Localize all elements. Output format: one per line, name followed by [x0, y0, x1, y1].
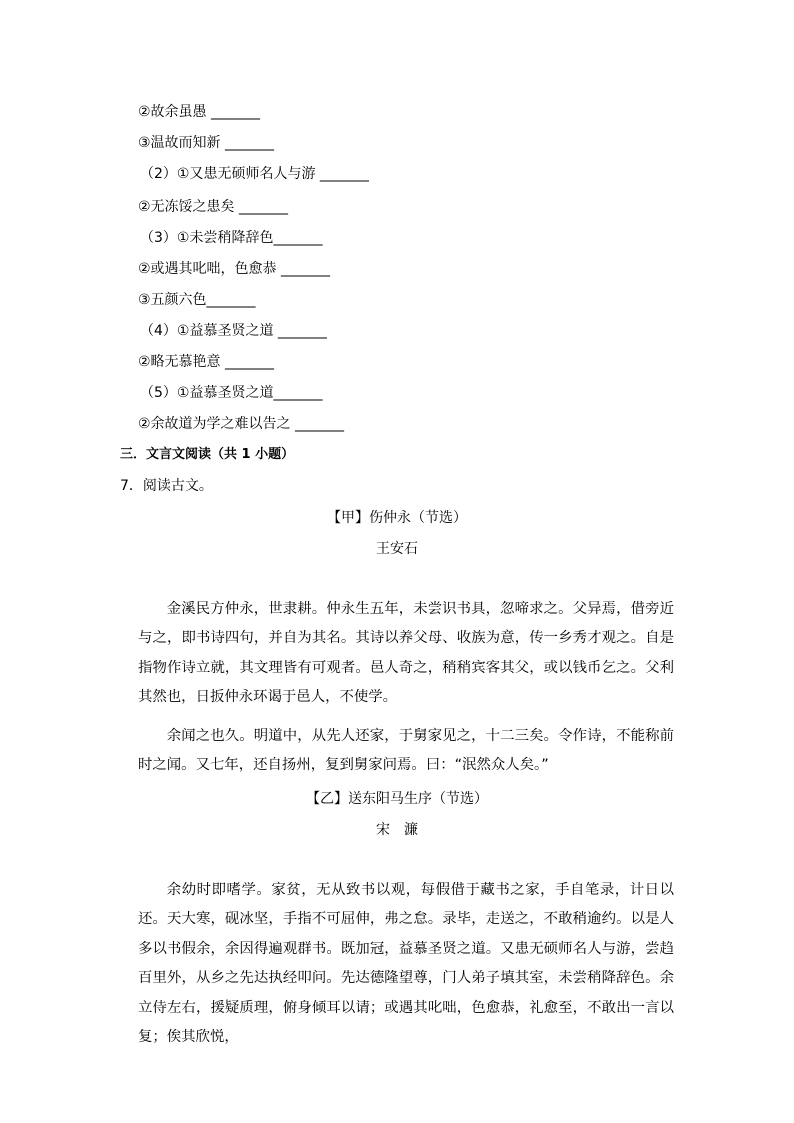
- passage-b-author: 宋 濂: [376, 822, 418, 838]
- passage-b-paragraph: 余幼时即嗜学。家贫，无从致书以观，每假借于藏书之家，手自笔录，计日以还。天大寒，砚冰坚，手指不可屈伸，弗之怠。录毕，走送之，不敢稍逾约。以是人多以书假余，余因得遍观群书。既加冠，益慕圣贤之道。又患无硕师名人与游，尝趋百里外，从乡之先达执经叩问。先达德隆望尊，门人弟子填其室，未尝稍降辞色。余立侍左右，援疑质理，俯身倾耳以请；或遇其叱咄，色愈恭，礼愈至，不敢出一言以复；俟其欣悦，: [138, 882, 674, 1046]
- section-heading: 三．文言文阅读（共 1 小题）: [120, 447, 295, 462]
- passage-b-title: 【乙】送东阳马生序（节选）: [306, 791, 488, 807]
- question-item: （4）①益慕圣贤之道 _______: [140, 323, 327, 339]
- question-item: ②无冻馁之患矣 _______: [138, 199, 289, 215]
- question-item: （3）①未尝稍降辞色_______: [140, 230, 323, 246]
- question-item: ②或遇其叱咄，色愈恭 _______: [138, 261, 331, 277]
- passage-a-paragraph: 余闻之也久。明道中，从先人还家，于舅家见之，十二三矣。令作诗，不能称前时之闻。又七年，还自扬州，复到舅家问焉。曰：“泯然众人矣。”: [138, 728, 674, 774]
- question-item: ②故余虽愚 _______: [138, 104, 261, 120]
- passage-a-author: 王安石: [376, 541, 418, 557]
- question-item: ②略无慕艳意 _______: [138, 354, 275, 370]
- question-item: ②余故道为学之难以告之 _______: [138, 416, 345, 432]
- question-item: ③温故而知新 _______: [138, 135, 275, 151]
- question-item: （2）①又患无硕师名人与游 _______: [140, 166, 369, 182]
- question-item: ③五颜六色_______: [138, 292, 256, 308]
- passage-a-title: 【甲】伤仲永（节选）: [327, 510, 467, 526]
- question-intro: 7．阅读古文。: [120, 478, 213, 494]
- passage-a-paragraph: 金溪民方仲永，世隶耕。仲永生五年，未尝识书具，忽啼求之。父异焉，借旁近与之，即书诗四句，并自为其名。其诗以养父母、收族为意，传一乡秀才观之。自是指物作诗立就，其文理皆有可观者。邑人奇之，稍稍宾客其父，或以钱币乞之。父利其然也，日扳仲永环谒于邑人，不使学。: [138, 601, 674, 706]
- question-item: （5）①益慕圣贤之道_______: [140, 385, 323, 401]
